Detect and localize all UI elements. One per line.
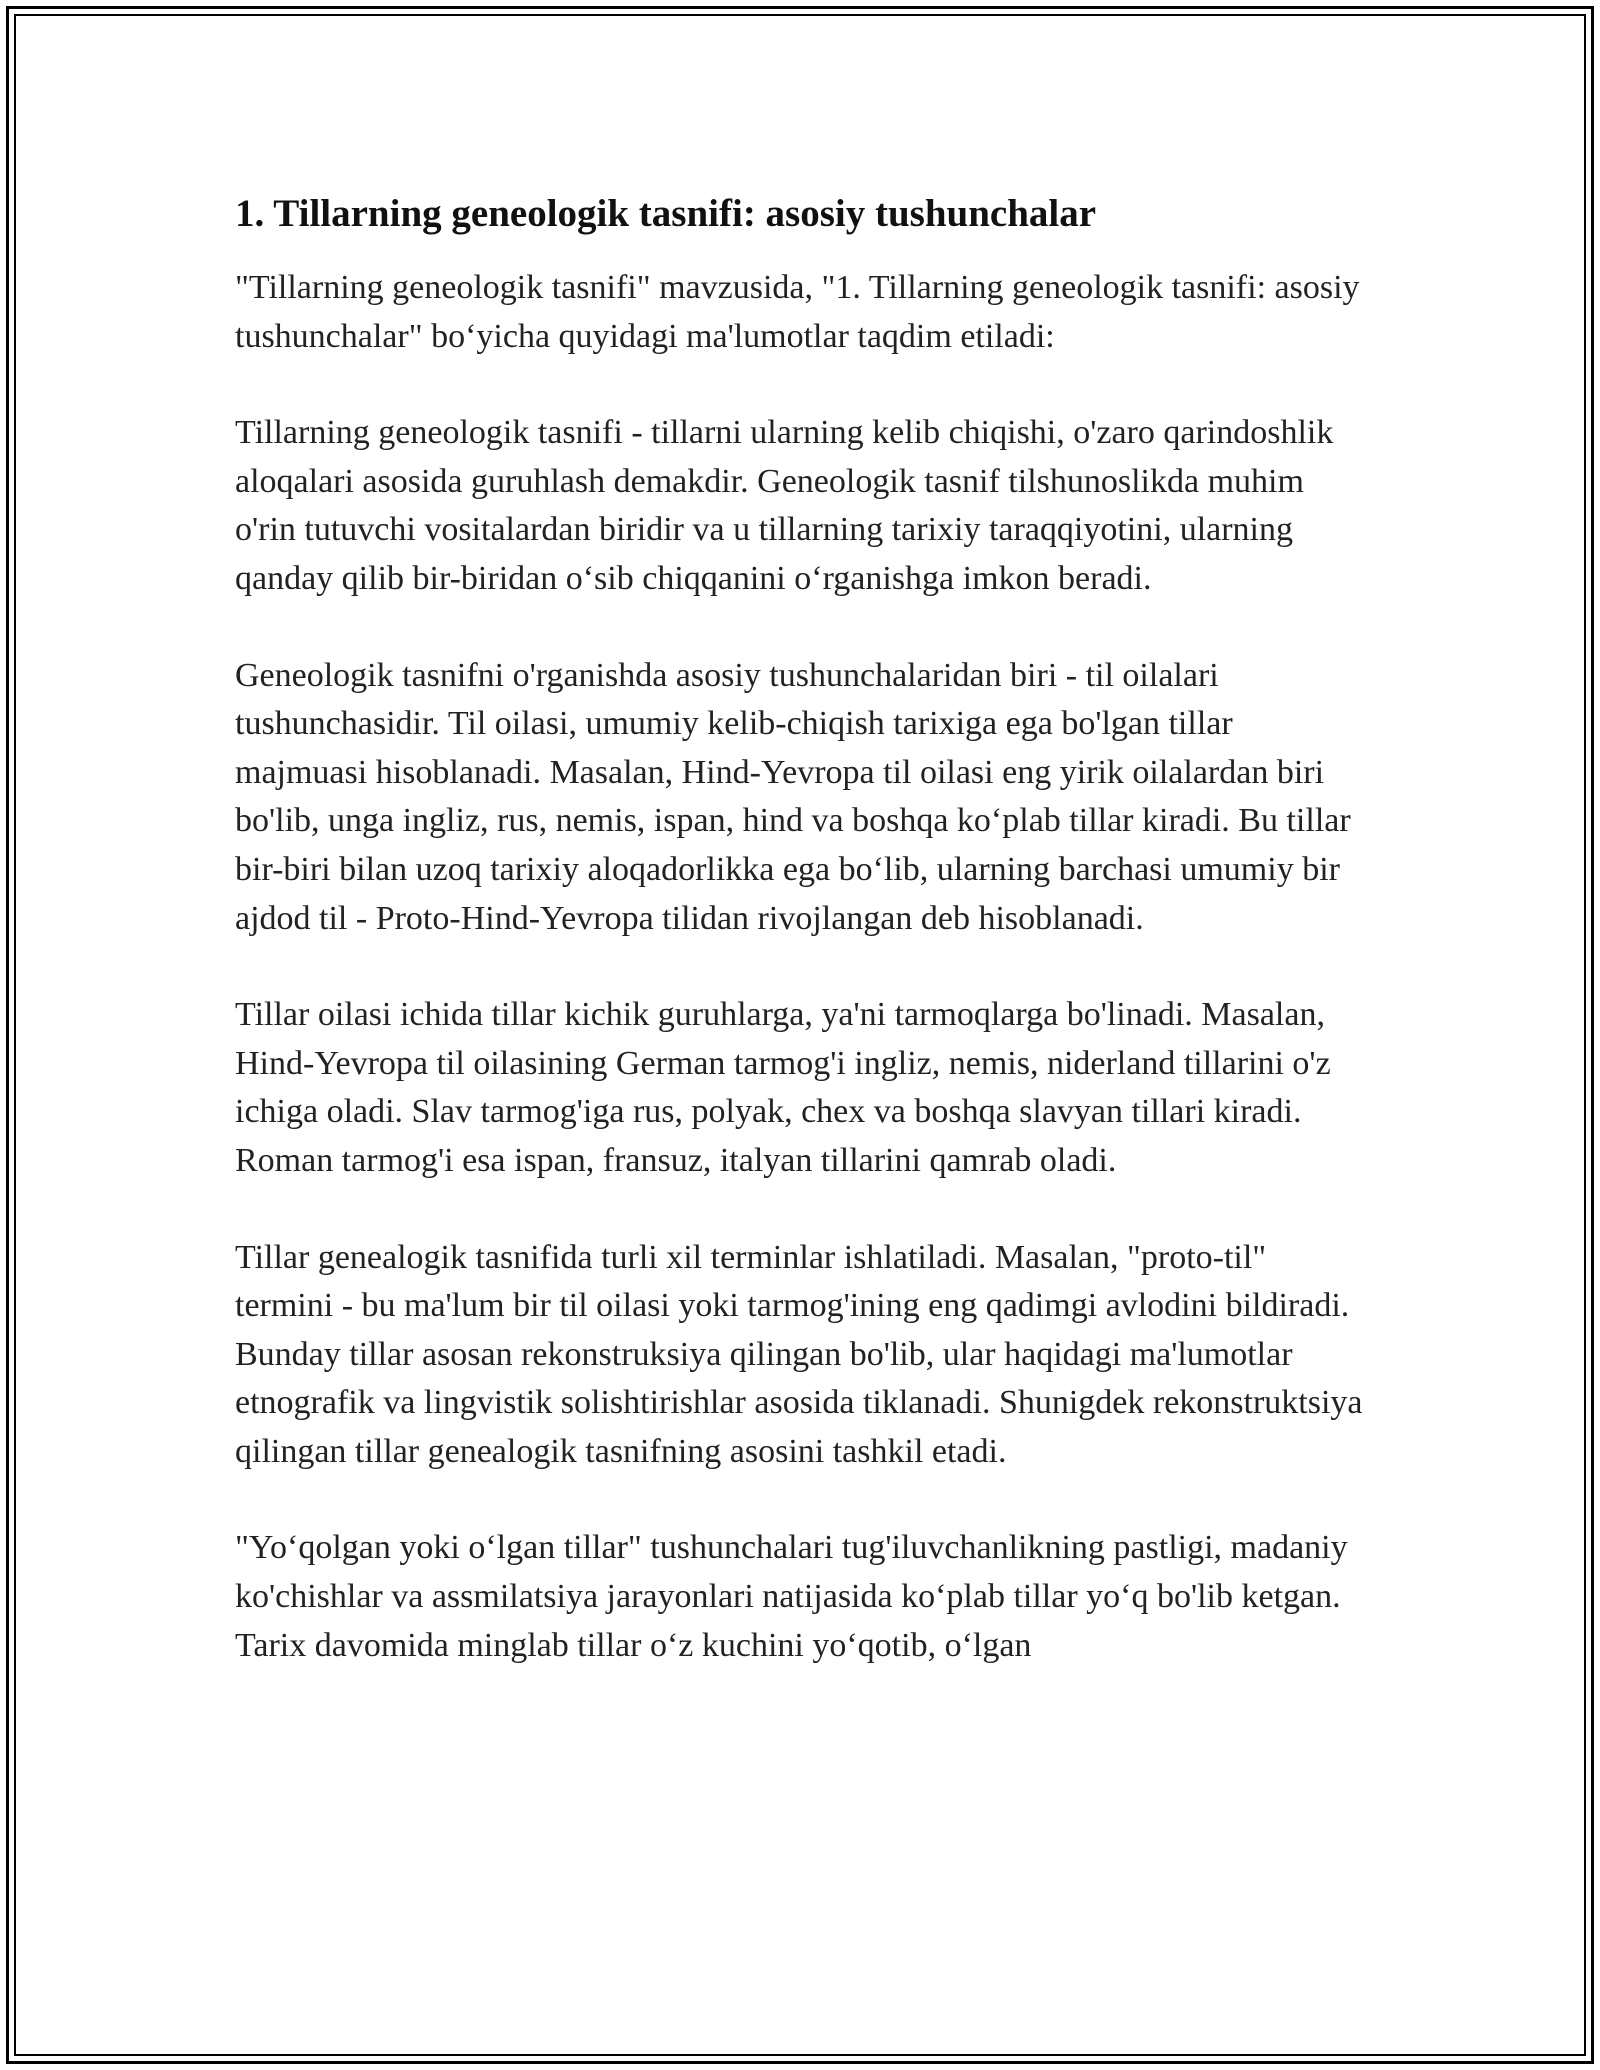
paragraph-branches: Tillar oilasi ichida tillar kichik guruhlarga, ya'ni tarmoqlarga bo'linadi. Masalan, Hind-Yevropa til oilasining German tarmog'i ingliz, nemis, niderland tillarini o'z ichiga oladi. Slav tarmog'iga rus, polyak, chex va boshqa slavyan tillari kiradi. Roman tarmog'i esa ispan, fransuz, italyan tillarini qamrab oladi.	[235, 996, 1331, 1179]
paragraph-extinct-languages: "Yo‘qolgan yoki o‘lgan tillar" tushunchalari tug'iluvchanlikning pastligi, madaniy ko'chishlar va assmilatsiya jarayonlari natijasida ko‘plab tillar yo‘q bo'lib ketgan. Tarix davomida minglab tillar o‘z kuchini yo‘qotib, o‘lgan	[235, 1529, 1348, 1664]
paragraph-intro: "Tillarning geneologik tasnifi" mavzusida, "1. Tillarning geneologik tasnifi: asosiy tushunchalar" bo‘yicha quyidagi ma'lumotlar taqdim etiladi:	[235, 269, 1360, 355]
paragraph-definition: Tillarning geneologik tasnifi - tillarni ularning kelib chiqishi, o'zaro qarindoshlik aloqalari asosida guruhlash demakdir. Geneologik tasnif tilshunoslikda muhim o'rin tutuvchi vositalardan biridir va u tillarning tarixiy taraqqiyotini, ularning qanday qilib bir-biridan o‘sib chiqqanini o‘rganishga imkon beradi.	[235, 414, 1334, 597]
paragraph-terminology: Tillar genealogik tasnifida turli xil terminlar ishlatiladi. Masalan, "proto-til" termini - bu ma'lum bir til oilasi yoki tarmog'ining eng qadimgi avlodini bildiradi. Bunday tillar asosan rekonstruksiya qilingan bo'lib, ular haqidagi ma'lumotlar etnografik va lingvistik solishtirishlar asosida tiklanadi. Shunigdek rekonstruktsiya qilingan tillar genealogik tasnifning asosini tashkil etadi.	[235, 1238, 1363, 1470]
document-title: 1. Tillarning geneologik tasnifi: asosiy tushunchalar	[235, 192, 1097, 235]
paragraph-language-families: Geneologik tasnifni o'rganishda asosiy tushunchalaridan biri - til oilalari tushunchasidir. Til oilasi, umumiy kelib-chiqish tarixiga ega bo'lgan tillar majmuasi hisoblanadi. Masalan, Hind-Yevropa til oilasi eng yirik oilalardan biri bo'lib, unga ingliz, rus, nemis, ispan, hind va boshqa ko‘plab tillar kiradi. Bu tillar bir-biri bilan uzoq tarixiy aloqadorlikka ega bo‘lib, ularning barchasi umumiy bir ajdod til - Proto-Hind-Yevropa tilidan rivojlangan deb hisoblanadi.	[235, 656, 1351, 937]
document-body	[235, 186, 1365, 1718]
